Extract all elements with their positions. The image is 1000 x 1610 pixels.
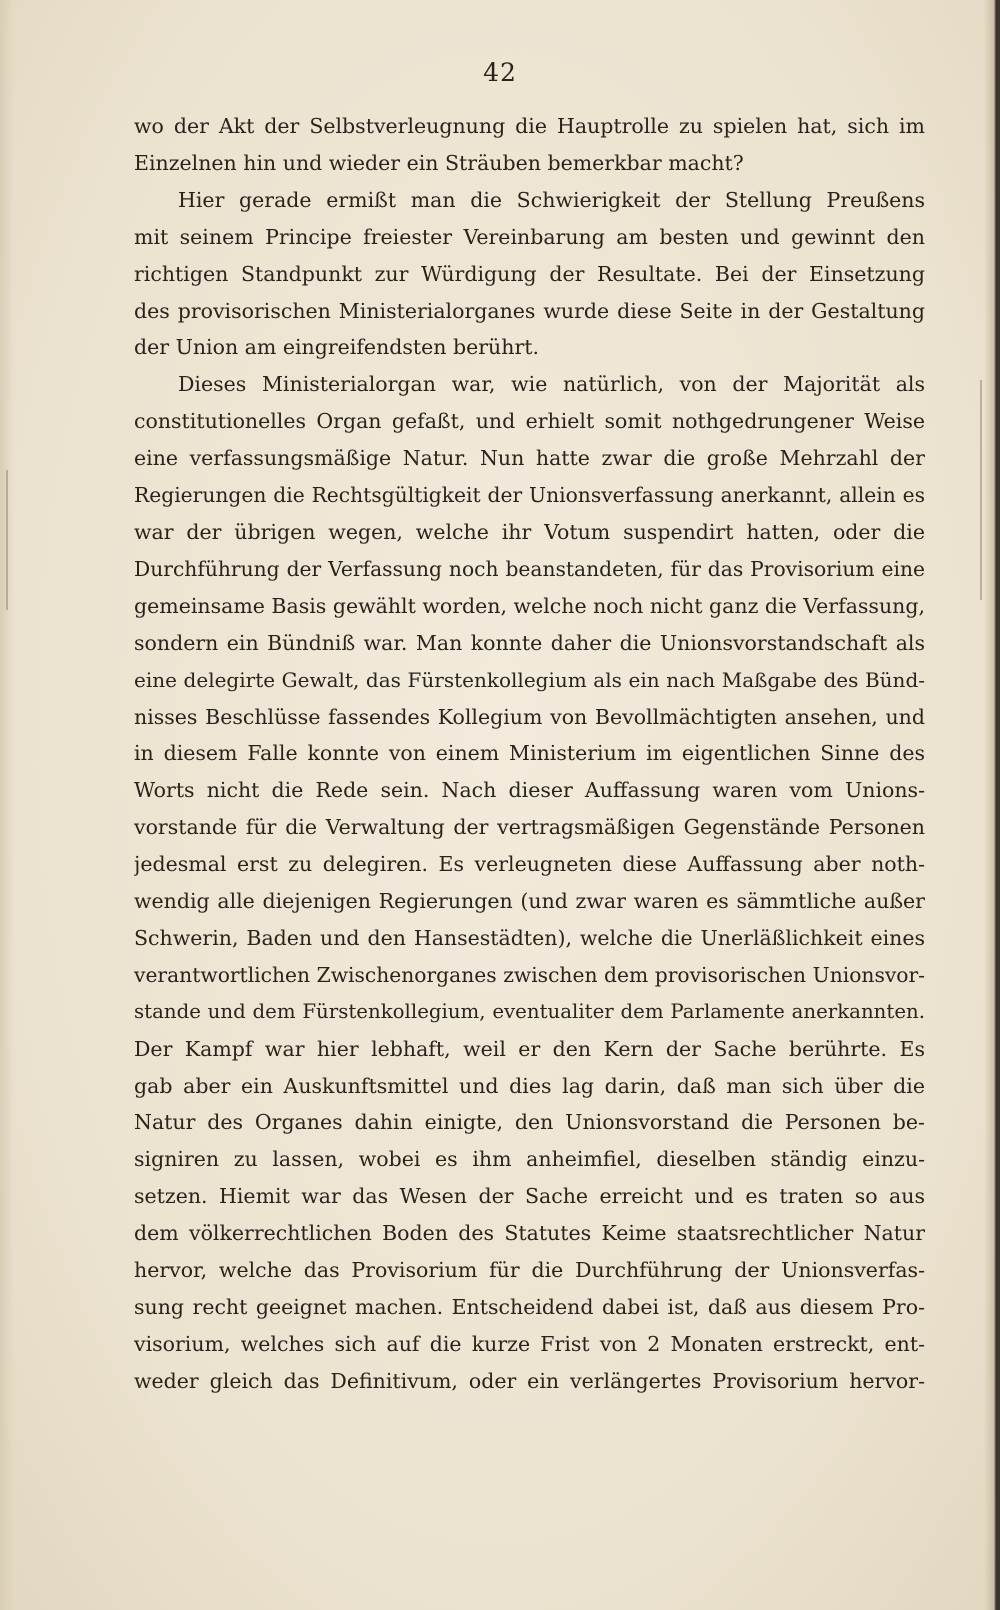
text-line: Worts nicht die Rede sein. Nach dieser Auffassung waren vom Unions- bbox=[134, 778, 925, 803]
text-line: verantwortlichen Zwischenorganes zwischen dem provisorischen Unionsvor- bbox=[134, 962, 925, 987]
text-line: stande und dem Fürstenkollegium, eventualiter dem Parlamente anerkannten. bbox=[134, 999, 925, 1023]
text-line: setzen. Hiemit war das Wesen der Sache erreicht und es traten so aus bbox=[134, 1184, 925, 1209]
text-line: signiren zu lassen, wobei es ihm anheimfiel, dieselben ständig einzu- bbox=[134, 1147, 925, 1172]
text-line: der Union am eingreifendsten berührt. bbox=[134, 335, 540, 360]
text-line: gab aber ein Auskunftsmittel und dies lag darin, daß man sich über die bbox=[134, 1073, 925, 1098]
text-line: Der Kampf war hier lebhaft, weil er den Kern der Sache berührte. Es bbox=[134, 1036, 925, 1061]
text-line: gemeinsame Basis gewählt worden, welche noch nicht ganz die Verfassung, bbox=[134, 593, 925, 618]
text-line: des provisorischen Ministerialorganes wurde diese Seite in der Gestaltung bbox=[134, 298, 925, 323]
text-line: eine delegirte Gewalt, das Fürstenkollegium als ein nach Maßgabe des Bünd- bbox=[134, 667, 925, 692]
text-line: visorium, welches sich auf die kurze Frist von 2 Monaten erstreckt, ent- bbox=[134, 1331, 925, 1356]
scan-artifact bbox=[6, 470, 8, 610]
page-number: 42 bbox=[483, 58, 517, 87]
text-line: sung recht geeignet machen. Entscheidend dabei ist, daß aus diesem Pro- bbox=[134, 1295, 925, 1319]
text-line: Natur des Organes dahin einigte, den Unionsvorstand die Personen be- bbox=[134, 1110, 925, 1135]
text-line: Schwerin, Baden und den Hansestädten), welche die Unerläßlichkeit eines bbox=[134, 925, 925, 950]
text-line: constitutionelles Organ gefaßt, und erhielt somit nothgedrungener Weise bbox=[134, 409, 925, 434]
text-line: jedesmal erst zu delegiren. Es verleugneten diese Auffassung aber noth- bbox=[134, 852, 925, 877]
scan-artifact bbox=[980, 380, 982, 600]
body-text bbox=[134, 108, 925, 1400]
page-left-edge-shadow bbox=[0, 0, 14, 1610]
text-line: eine verfassungsmäßige Natur. Nun hatte zwar die große Mehrzahl der bbox=[134, 446, 925, 471]
text-line: Regierungen die Rechtsgültigkeit der Unionsverfassung anerkannt, allein es bbox=[134, 483, 925, 508]
text-line: mit seinem Principe freiester Vereinbarung am besten und gewinnt den bbox=[134, 224, 925, 249]
text-line: Durchführung der Verfassung noch beanstandeten, für das Provisorium eine bbox=[134, 556, 925, 581]
text-line: in diesem Falle konnte von einem Ministerium im eigentlichen Sinne des bbox=[134, 741, 925, 766]
text-line: wo der Akt der Selbstverleugnung die Hauptrolle zu spielen hat, sich im bbox=[134, 114, 925, 138]
text-line: vorstande für die Verwaltung der vertragsmäßigen Gegenstände Personen bbox=[134, 815, 925, 840]
text-line: sondern ein Bündniß war. Man konnte daher die Unionsvorstandschaft als bbox=[134, 630, 925, 655]
text-line: war der übrigen wegen, welche ihr Votum suspendirt hatten, oder die bbox=[134, 519, 925, 544]
text-line: wendig alle diejenigen Regierungen (und zwar waren es sämmtliche außer bbox=[134, 889, 925, 914]
text-line: richtigen Standpunkt zur Würdigung der Resultate. Bei der Einsetzung bbox=[134, 261, 925, 286]
text-line: weder gleich das Definitivum, oder ein verlängertes Provisorium hervor- bbox=[134, 1368, 925, 1393]
text-line: dem völkerrechtlichen Boden des Statutes Keime staatsrechtlicher Natur bbox=[134, 1221, 925, 1246]
text-line: hervor, welche das Provisorium für die Durchführung der Unionsverfas- bbox=[134, 1258, 925, 1283]
text-line: Dieses Ministerialorgan war, wie natürlich, von der Majorität als bbox=[178, 372, 925, 397]
text-line: Einzelnen hin und wieder ein Sträuben bemerkbar macht? bbox=[134, 150, 744, 175]
text-line: nisses Beschlüsse fassendes Kollegium von Bevollmächtigten ansehen, und bbox=[134, 704, 925, 729]
page-right-edge-binding bbox=[984, 0, 1000, 1610]
text-line: Hier gerade ermißt man die Schwierigkeit der Stellung Preußens bbox=[178, 187, 925, 212]
